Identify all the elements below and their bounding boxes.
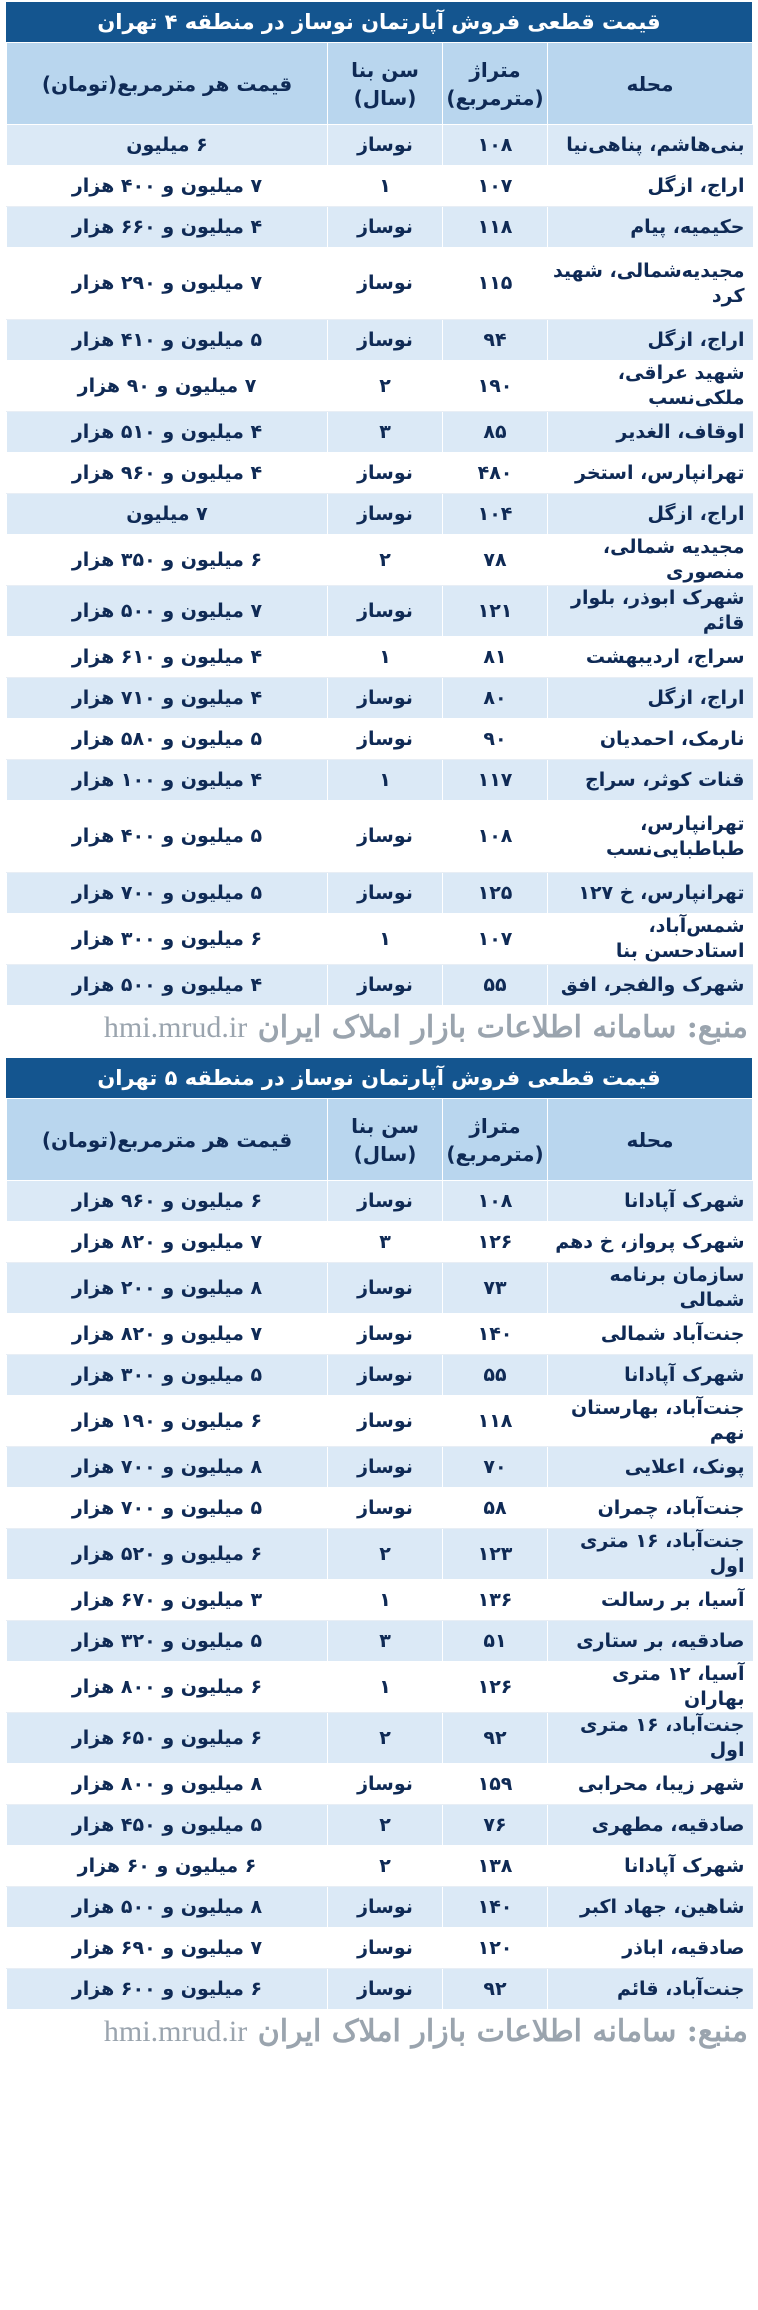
cell-price: ۵ میلیون و ۴۵۰ هزار — [7, 1805, 328, 1846]
cell-area: ۱۳۸ — [443, 1846, 548, 1887]
header-area: متراژ (مترمربع) — [443, 1099, 548, 1181]
cell-age: نوساز — [328, 1447, 443, 1488]
table-row — [7, 1263, 753, 1314]
table-row — [7, 1887, 753, 1928]
cell-price: ۶ میلیون و ۱۹۰ هزار — [7, 1396, 328, 1447]
cell-age: ۱ — [328, 637, 443, 678]
cell-age: ۳ — [328, 412, 443, 453]
table-row — [7, 1846, 753, 1887]
cell-neighborhood: شهید عراقی، ملکی‌نسب — [548, 361, 753, 412]
cell-price: ۴ میلیون و ۶۶۰ هزار — [7, 207, 328, 248]
table-row — [7, 494, 753, 535]
cell-neighborhood: شهرک پرواز، خ دهم — [548, 1222, 753, 1263]
cell-area: ۱۳۶ — [443, 1580, 548, 1621]
table-row — [7, 1580, 753, 1621]
cell-price: ۸ میلیون و ۷۰۰ هزار — [7, 1447, 328, 1488]
cell-price: ۶ میلیون — [7, 125, 328, 166]
cell-age: نوساز — [328, 125, 443, 166]
cell-price: ۶ میلیون و ۶۰۰ هزار — [7, 1969, 328, 2010]
cell-age: نوساز — [328, 1181, 443, 1222]
table-header-row — [7, 1099, 753, 1181]
price-table — [6, 42, 753, 1006]
cell-area: ۱۴۰ — [443, 1887, 548, 1928]
header-area: متراژ (مترمربع) — [443, 43, 548, 125]
cell-neighborhood: مجیدیه‌شمالی، شهید کرد — [548, 248, 753, 320]
cell-age: نوساز — [328, 1355, 443, 1396]
cell-area: ۷۰ — [443, 1447, 548, 1488]
cell-area: ۱۲۳ — [443, 1529, 548, 1580]
cell-neighborhood: پونک، اعلایی — [548, 1447, 753, 1488]
cell-neighborhood: شهرک والفجر، افق — [548, 965, 753, 1006]
cell-area: ۹۴ — [443, 320, 548, 361]
source-url[interactable]: hmi.mrud.ir — [103, 1011, 248, 1044]
table-row — [7, 586, 753, 637]
cell-area: ۴۸۰ — [443, 453, 548, 494]
cell-price: ۵ میلیون و ۴۰۰ هزار — [7, 801, 328, 873]
cell-age: ۱ — [328, 760, 443, 801]
cell-age: ۱ — [328, 1662, 443, 1713]
cell-area: ۹۲ — [443, 1969, 548, 2010]
cell-price: ۴ میلیون و ۱۰۰ هزار — [7, 760, 328, 801]
table-row — [7, 637, 753, 678]
cell-price: ۶ میلیون و ۶۰ هزار — [7, 1846, 328, 1887]
table-row — [7, 1662, 753, 1713]
table-row — [7, 248, 753, 320]
cell-area: ۱۱۸ — [443, 1396, 548, 1447]
cell-price: ۷ میلیون و ۹۰ هزار — [7, 361, 328, 412]
cell-area: ۱۱۷ — [443, 760, 548, 801]
cell-neighborhood: اراج، ازگل — [548, 166, 753, 207]
table-row — [7, 412, 753, 453]
table-row — [7, 320, 753, 361]
cell-area: ۱۱۵ — [443, 248, 548, 320]
cell-area: ۱۹۰ — [443, 361, 548, 412]
cell-price: ۷ میلیون و ۴۰۰ هزار — [7, 166, 328, 207]
table-body — [7, 125, 753, 1006]
section-title: قیمت قطعی فروش آپارتمان نوساز در منطقه ۵ تهران — [6, 1058, 752, 1098]
cell-area: ۱۲۶ — [443, 1222, 548, 1263]
cell-age: نوساز — [328, 586, 443, 637]
cell-age: ۲ — [328, 1805, 443, 1846]
cell-price: ۳ میلیون و ۶۷۰ هزار — [7, 1580, 328, 1621]
cell-area: ۱۰۴ — [443, 494, 548, 535]
section-title: قیمت قطعی فروش آپارتمان نوساز در منطقه ۴ تهران — [6, 2, 752, 42]
cell-price: ۷ میلیون و ۶۹۰ هزار — [7, 1928, 328, 1969]
cell-price: ۷ میلیون و ۵۰۰ هزار — [7, 586, 328, 637]
header-price: قیمت هر مترمربع(تومان) — [7, 1099, 328, 1181]
cell-age: ۳ — [328, 1222, 443, 1263]
cell-area: ۸۰ — [443, 678, 548, 719]
cell-age: ۳ — [328, 1621, 443, 1662]
table-row — [7, 361, 753, 412]
cell-age: ۲ — [328, 361, 443, 412]
header-neighborhood: محله — [548, 43, 753, 125]
cell-neighborhood: جنت‌آباد، قائم — [548, 1969, 753, 2010]
table-row — [7, 914, 753, 965]
source-url[interactable]: hmi.mrud.ir — [103, 2015, 248, 2048]
source-line — [0, 2010, 758, 2054]
cell-price: ۶ میلیون و ۹۶۰ هزار — [7, 1181, 328, 1222]
cell-age: نوساز — [328, 1887, 443, 1928]
cell-area: ۵۵ — [443, 965, 548, 1006]
cell-neighborhood: جنت‌آباد شمالی — [548, 1314, 753, 1355]
section-district-4 — [0, 0, 758, 1050]
cell-age: نوساز — [328, 1396, 443, 1447]
cell-price: ۵ میلیون و ۳۲۰ هزار — [7, 1621, 328, 1662]
cell-neighborhood: حکیمیه، پیام — [548, 207, 753, 248]
table-row — [7, 1969, 753, 2010]
table-row — [7, 678, 753, 719]
source-label: منبع: سامانه اطلاعات بازار املاک ایران — [257, 1010, 748, 1045]
header-age: سن بنا (سال) — [328, 1099, 443, 1181]
cell-age: ۱ — [328, 1580, 443, 1621]
cell-neighborhood: سراج، اردیبهشت — [548, 637, 753, 678]
cell-age: نوساز — [328, 965, 443, 1006]
cell-neighborhood: نارمک، احمدیان — [548, 719, 753, 760]
table-row — [7, 453, 753, 494]
cell-price: ۴ میلیون و ۵۰۰ هزار — [7, 965, 328, 1006]
source-line — [0, 1006, 758, 1050]
cell-neighborhood: مجیدیه شمالی، منصوری — [548, 535, 753, 586]
cell-price: ۸ میلیون و ۲۰۰ هزار — [7, 1263, 328, 1314]
table-header-row — [7, 43, 753, 125]
cell-price: ۴ میلیون و ۹۶۰ هزار — [7, 453, 328, 494]
table-row — [7, 535, 753, 586]
cell-neighborhood: اراج، ازگل — [548, 494, 753, 535]
cell-area: ۵۱ — [443, 1621, 548, 1662]
section-district-5 — [0, 1050, 758, 2054]
cell-age: ۱ — [328, 166, 443, 207]
cell-area: ۱۵۹ — [443, 1764, 548, 1805]
cell-age: نوساز — [328, 1969, 443, 2010]
cell-area: ۱۲۱ — [443, 586, 548, 637]
cell-price: ۵ میلیون و ۷۰۰ هزار — [7, 873, 328, 914]
cell-area: ۹۰ — [443, 719, 548, 760]
table-row — [7, 1355, 753, 1396]
cell-area: ۱۴۰ — [443, 1314, 548, 1355]
cell-neighborhood: آسیا، بر رسالت — [548, 1580, 753, 1621]
cell-price: ۴ میلیون و ۶۱۰ هزار — [7, 637, 328, 678]
cell-neighborhood: صادقیه، اباذر — [548, 1928, 753, 1969]
header-neighborhood: محله — [548, 1099, 753, 1181]
cell-age: نوساز — [328, 873, 443, 914]
header-age: سن بنا (سال) — [328, 43, 443, 125]
cell-price: ۴ میلیون و ۷۱۰ هزار — [7, 678, 328, 719]
table-row — [7, 1447, 753, 1488]
table-row — [7, 1222, 753, 1263]
cell-neighborhood: جنت‌آباد، ۱۶ متری اول — [548, 1713, 753, 1764]
cell-neighborhood: صادقیه، بر ستاری — [548, 1621, 753, 1662]
table-row — [7, 1181, 753, 1222]
cell-neighborhood: جنت‌آباد، ۱۶ متری اول — [548, 1529, 753, 1580]
cell-area: ۱۲۰ — [443, 1928, 548, 1969]
cell-neighborhood: آسیا، ۱۲ متری بهاران — [548, 1662, 753, 1713]
cell-age: ۲ — [328, 1529, 443, 1580]
cell-age: ۲ — [328, 535, 443, 586]
cell-price: ۶ میلیون و ۳۵۰ هزار — [7, 535, 328, 586]
cell-age: نوساز — [328, 1263, 443, 1314]
price-table — [6, 1098, 753, 2010]
table-row — [7, 1488, 753, 1529]
cell-age: نوساز — [328, 453, 443, 494]
cell-neighborhood: سازمان برنامه شمالی — [548, 1263, 753, 1314]
table-row — [7, 801, 753, 873]
cell-area: ۵۸ — [443, 1488, 548, 1529]
cell-area: ۱۰۸ — [443, 1181, 548, 1222]
cell-area: ۱۰۸ — [443, 801, 548, 873]
cell-price: ۶ میلیون و ۶۵۰ هزار — [7, 1713, 328, 1764]
cell-neighborhood: اراج، ازگل — [548, 320, 753, 361]
cell-neighborhood: شمس‌آباد، استادحسن بنا — [548, 914, 753, 965]
cell-age: نوساز — [328, 494, 443, 535]
table-row — [7, 760, 753, 801]
cell-area: ۱۲۵ — [443, 873, 548, 914]
cell-price: ۵ میلیون و ۳۰۰ هزار — [7, 1355, 328, 1396]
table-row — [7, 125, 753, 166]
table-row — [7, 1396, 753, 1447]
table-row — [7, 1621, 753, 1662]
table-row — [7, 965, 753, 1006]
cell-age: نوساز — [328, 320, 443, 361]
cell-neighborhood: جنت‌آباد، چمران — [548, 1488, 753, 1529]
table-row — [7, 873, 753, 914]
cell-area: ۱۰۷ — [443, 914, 548, 965]
cell-neighborhood: تهرانپارس، خ ۱۲۷ — [548, 873, 753, 914]
table-row — [7, 166, 753, 207]
table-row — [7, 207, 753, 248]
cell-area: ۱۲۶ — [443, 1662, 548, 1713]
table-row — [7, 1928, 753, 1969]
cell-price: ۷ میلیون و ۸۲۰ هزار — [7, 1222, 328, 1263]
table-row — [7, 719, 753, 760]
cell-age: نوساز — [328, 678, 443, 719]
table-row — [7, 1314, 753, 1355]
cell-area: ۱۰۸ — [443, 125, 548, 166]
cell-price: ۶ میلیون و ۵۲۰ هزار — [7, 1529, 328, 1580]
cell-age: ۱ — [328, 914, 443, 965]
cell-price: ۸ میلیون و ۵۰۰ هزار — [7, 1887, 328, 1928]
cell-neighborhood: شهر زیبا، محرابی — [548, 1764, 753, 1805]
cell-age: ۲ — [328, 1846, 443, 1887]
cell-neighborhood: بنی‌هاشم، پناهی‌نیا — [548, 125, 753, 166]
cell-neighborhood: صادقیه، مطهری — [548, 1805, 753, 1846]
cell-area: ۱۱۸ — [443, 207, 548, 248]
cell-area: ۸۱ — [443, 637, 548, 678]
cell-neighborhood: شهرک آپادانا — [548, 1181, 753, 1222]
cell-age: نوساز — [328, 1928, 443, 1969]
cell-age: نوساز — [328, 1488, 443, 1529]
cell-area: ۷۶ — [443, 1805, 548, 1846]
cell-area: ۷۸ — [443, 535, 548, 586]
header-price: قیمت هر مترمربع(تومان) — [7, 43, 328, 125]
cell-area: ۹۲ — [443, 1713, 548, 1764]
cell-age: نوساز — [328, 248, 443, 320]
cell-age: نوساز — [328, 1764, 443, 1805]
table-body — [7, 1181, 753, 2010]
cell-age: نوساز — [328, 1314, 443, 1355]
cell-neighborhood: شهرک آپادانا — [548, 1846, 753, 1887]
table-row — [7, 1805, 753, 1846]
cell-neighborhood: جنت‌آباد، بهارستان نهم — [548, 1396, 753, 1447]
cell-neighborhood: شهرک ابوذر، بلوار قائم — [548, 586, 753, 637]
table-row — [7, 1713, 753, 1764]
cell-price: ۷ میلیون — [7, 494, 328, 535]
cell-age: نوساز — [328, 719, 443, 760]
cell-age: نوساز — [328, 801, 443, 873]
cell-neighborhood: اراج، ازگل — [548, 678, 753, 719]
cell-neighborhood: قنات کوثر، سراج — [548, 760, 753, 801]
cell-price: ۷ میلیون و ۲۹۰ هزار — [7, 248, 328, 320]
cell-area: ۸۵ — [443, 412, 548, 453]
cell-age: ۲ — [328, 1713, 443, 1764]
table-row — [7, 1764, 753, 1805]
cell-price: ۶ میلیون و ۸۰۰ هزار — [7, 1662, 328, 1713]
cell-neighborhood: اوقاف، الغدیر — [548, 412, 753, 453]
cell-price: ۷ میلیون و ۸۲۰ هزار — [7, 1314, 328, 1355]
source-label: منبع: سامانه اطلاعات بازار املاک ایران — [257, 2014, 748, 2049]
cell-price: ۵ میلیون و ۵۸۰ هزار — [7, 719, 328, 760]
cell-neighborhood: شهرک آپادانا — [548, 1355, 753, 1396]
cell-price: ۶ میلیون و ۳۰۰ هزار — [7, 914, 328, 965]
cell-price: ۵ میلیون و ۷۰۰ هزار — [7, 1488, 328, 1529]
table-row — [7, 1529, 753, 1580]
cell-price: ۴ میلیون و ۵۱۰ هزار — [7, 412, 328, 453]
cell-neighborhood: شاهین، جهاد اکبر — [548, 1887, 753, 1928]
cell-area: ۷۳ — [443, 1263, 548, 1314]
cell-price: ۸ میلیون و ۸۰۰ هزار — [7, 1764, 328, 1805]
cell-neighborhood: تهرانپارس، طباطبایی‌نسب — [548, 801, 753, 873]
cell-area: ۵۵ — [443, 1355, 548, 1396]
cell-neighborhood: تهرانپارس، استخر — [548, 453, 753, 494]
cell-price: ۵ میلیون و ۴۱۰ هزار — [7, 320, 328, 361]
cell-age: نوساز — [328, 207, 443, 248]
cell-area: ۱۰۷ — [443, 166, 548, 207]
